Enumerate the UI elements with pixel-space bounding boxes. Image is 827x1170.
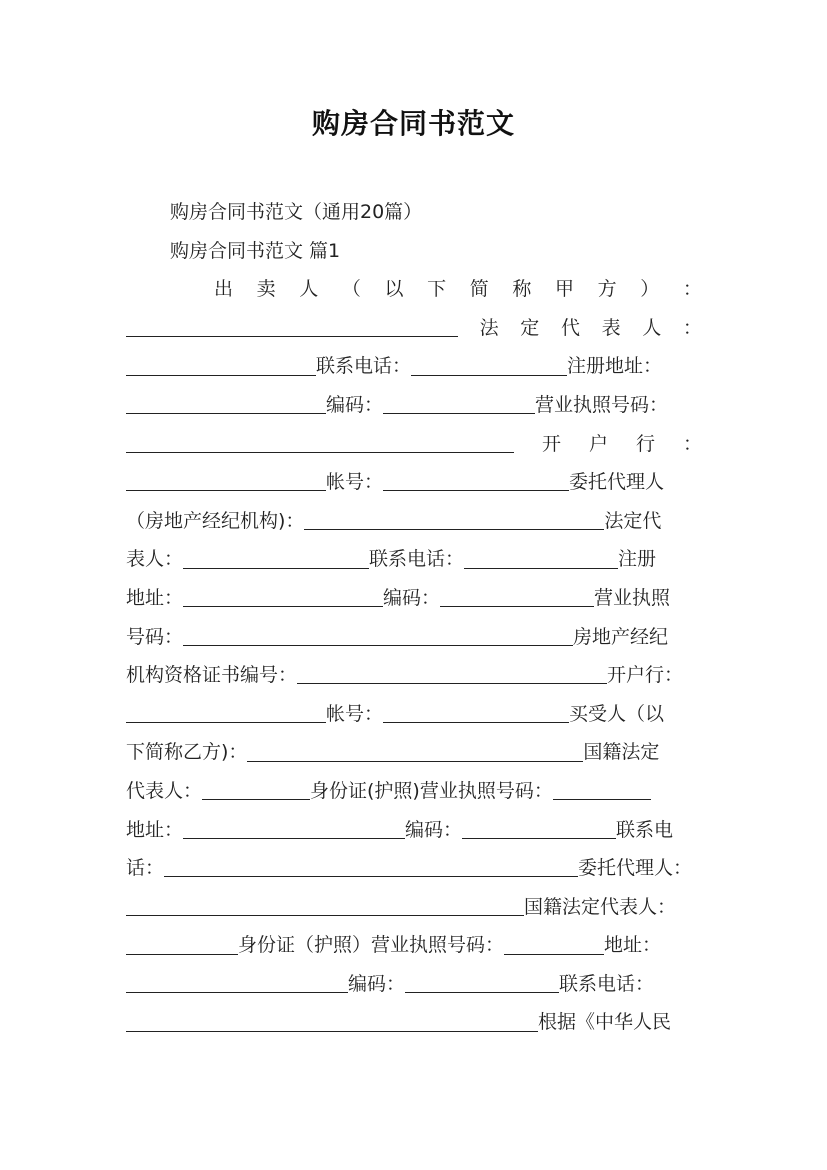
fill-in-blank: [504, 953, 604, 955]
fill-in-blank: [247, 760, 583, 762]
line-text: 身份证（护照）营业执照号码：: [238, 934, 505, 957]
line-text: 人: [642, 316, 662, 339]
line-text: 号码：: [126, 625, 184, 648]
line-text: 国籍法定: [583, 741, 660, 764]
line-text: 帐号：: [326, 471, 384, 494]
line-text: 行: [635, 432, 655, 455]
fill-in-blank: [183, 837, 405, 839]
line-text: 开户行：: [607, 664, 684, 687]
contract-line: [126, 270, 702, 309]
fill-in-blank: [553, 798, 651, 800]
line-text: 联系电话：: [369, 548, 465, 571]
contract-line: [126, 579, 702, 618]
subtitle-line: [126, 193, 702, 232]
contract-line: [126, 888, 702, 927]
contract-line: [126, 386, 702, 425]
line-text: 编码：: [383, 586, 441, 609]
contract-line: [126, 618, 702, 657]
contract-line: [126, 695, 702, 734]
contract-line: [126, 309, 702, 348]
line-text: 房地产经纪: [573, 625, 669, 648]
line-text: （: [341, 278, 361, 301]
line-text: 表人：: [126, 548, 184, 571]
line-text: 表: [601, 316, 621, 339]
line-text: 编码：: [405, 818, 463, 841]
line-text: 代: [560, 316, 580, 339]
line-text: 联系电: [616, 818, 674, 841]
line-text: 注册地址：: [567, 355, 663, 378]
line-text: 国籍法定代表人：: [524, 895, 677, 918]
contract-line: [126, 656, 702, 695]
line-text: 联系电话：: [559, 972, 655, 995]
fill-in-blank: [126, 721, 326, 723]
document-body: [126, 193, 702, 1042]
line-text: 编码：: [348, 972, 406, 995]
fill-in-blank: [126, 489, 326, 491]
fill-in-blank: [383, 489, 569, 491]
fill-in-blank: [183, 567, 369, 569]
contract-line: [126, 1003, 702, 1042]
contract-form-lines: [126, 270, 702, 1042]
line-text: ：: [682, 278, 702, 301]
contract-line: [126, 733, 702, 772]
fill-in-blank: [464, 567, 618, 569]
line-text: 以: [384, 278, 404, 301]
line-text: 地址：: [604, 934, 662, 957]
fill-in-blank: [126, 451, 514, 453]
line-text: 定: [520, 316, 540, 339]
contract-line: [126, 811, 702, 850]
line-text: 甲: [555, 278, 575, 301]
fill-in-blank: [183, 644, 573, 646]
line-text: 注册: [618, 548, 657, 571]
fill-in-blank: [440, 605, 594, 607]
line-text: 地址：: [126, 818, 184, 841]
fill-in-blank: [383, 412, 535, 414]
fill-in-blank: [411, 374, 567, 376]
line-text: 营业执照号码：: [535, 393, 669, 416]
line-text: 开: [541, 432, 561, 455]
fill-in-blank: [383, 721, 569, 723]
line-text: 人: [299, 278, 319, 301]
line-text: 法定代: [604, 509, 662, 532]
contract-line: [126, 463, 702, 502]
contract-line: [126, 425, 702, 464]
line-text: 话：: [126, 857, 165, 880]
fill-in-blank: [126, 953, 238, 955]
line-text: 代表人：: [126, 779, 203, 802]
line-text: 出: [214, 278, 234, 301]
line-text: 机构资格证书编号：: [126, 664, 298, 687]
line-text: ：: [682, 432, 702, 455]
line-text: 称: [512, 278, 532, 301]
section-heading: 购房合同书范文 篇1: [170, 239, 341, 262]
line-text: （房地产经纪机构)：: [126, 509, 305, 532]
fill-in-blank: [405, 991, 559, 993]
line-text: 下简称乙方)：: [126, 741, 248, 764]
contract-line: [126, 540, 702, 579]
fill-in-blank: [126, 374, 316, 376]
fill-in-blank: [126, 1030, 538, 1032]
line-text: 委托代理人：: [578, 857, 693, 880]
line-text: 法: [479, 316, 499, 339]
contract-line: [126, 502, 702, 541]
contract-line: [126, 347, 702, 386]
line-text: 委托代理人: [569, 471, 665, 494]
line-text: 户: [588, 432, 608, 455]
fill-in-blank: [126, 914, 524, 916]
contract-line: [126, 849, 702, 888]
section-heading-line: [126, 232, 702, 271]
line-text: 身份证(护照)营业执照号码：: [310, 779, 553, 802]
contract-line: [126, 965, 702, 1004]
fill-in-blank: [462, 837, 616, 839]
document-title: 购房合同书范文: [311, 107, 515, 140]
line-text: 下: [427, 278, 447, 301]
line-text: ：: [682, 316, 702, 339]
line-text: 简: [469, 278, 489, 301]
fill-in-blank: [202, 798, 310, 800]
line-text: 营业执照: [594, 586, 671, 609]
line-text: 地址：: [126, 586, 184, 609]
line-text: 买受人（以: [569, 702, 665, 725]
fill-in-blank: [126, 412, 326, 414]
fill-in-blank: [126, 991, 348, 993]
document-subtitle: 购房合同书范文（通用20篇）: [170, 201, 423, 223]
line-text: 编码：: [326, 393, 384, 416]
line-text: 方: [597, 278, 617, 301]
line-text: 帐号：: [326, 702, 384, 725]
line-text: ）: [640, 278, 660, 301]
line-text: 卖: [256, 278, 276, 301]
line-text: 联系电话：: [316, 355, 412, 378]
fill-in-blank: [164, 875, 578, 877]
line-text: 根据《中华人民: [538, 1011, 672, 1034]
fill-in-blank: [304, 528, 604, 530]
contract-line: [126, 772, 702, 811]
fill-in-blank: [183, 605, 383, 607]
fill-in-blank: [126, 335, 458, 337]
fill-in-blank: [297, 682, 607, 684]
contract-line: [126, 926, 702, 965]
